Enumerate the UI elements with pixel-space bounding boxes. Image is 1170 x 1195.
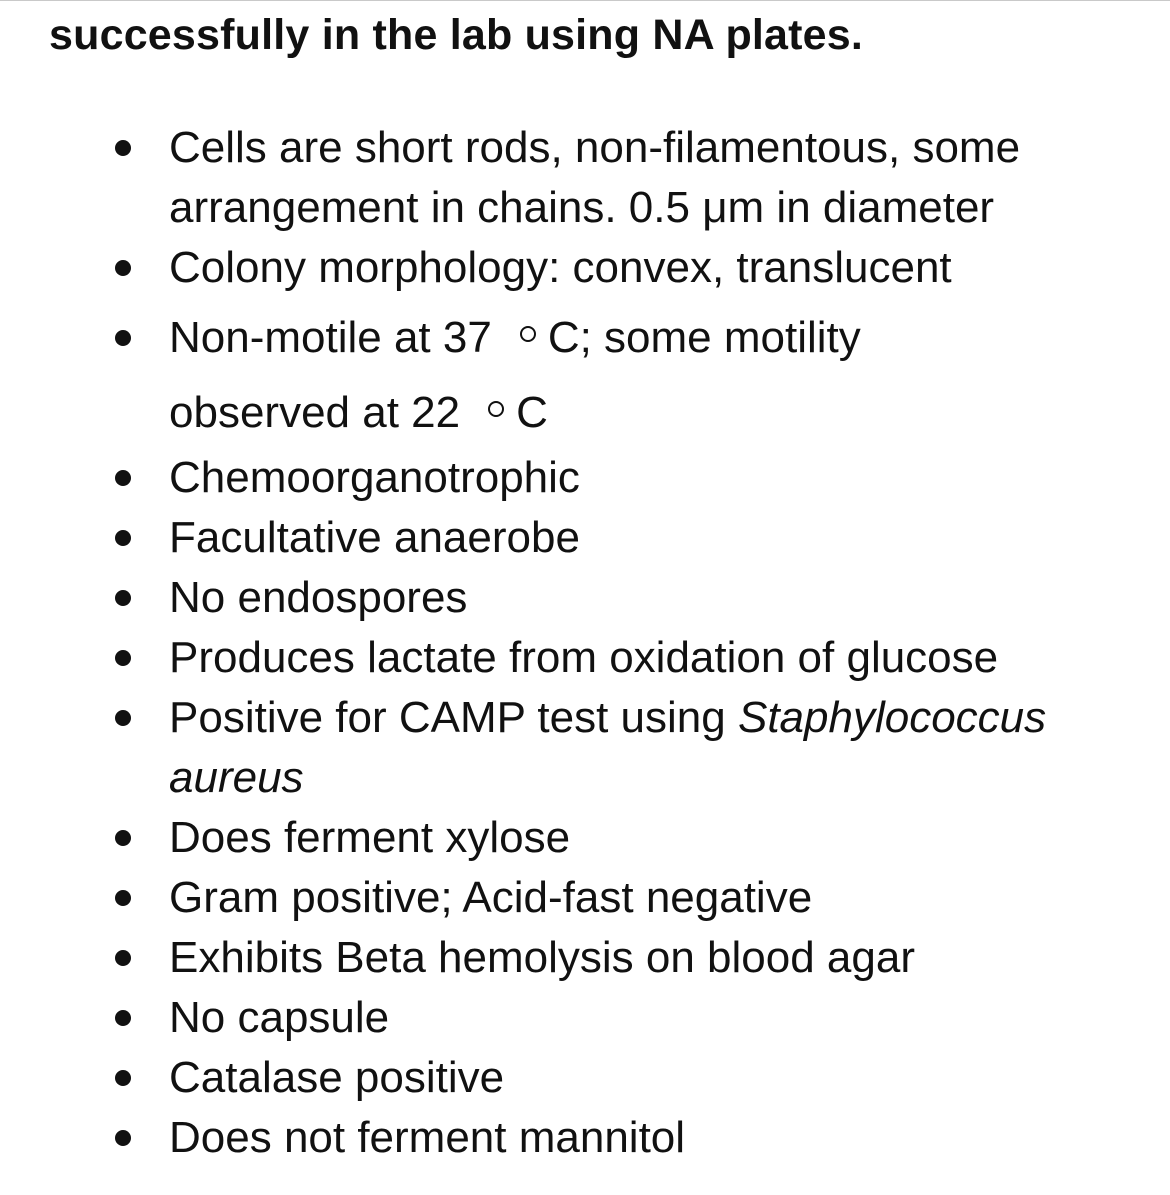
item-text: Produces lactate from oxidation of glucose [169,633,999,682]
item-text: Exhibits Beta hemolysis on blood agar [169,933,915,982]
list-item [0,118,1170,238]
bullet-icon [115,330,131,346]
bullet-icon [115,530,131,546]
bullet-icon [115,1130,131,1146]
bullet-icon [115,830,131,846]
organism-species: aureus [169,753,304,802]
degree-icon [520,326,536,342]
item-text: Chemoorganotrophic [169,453,580,502]
bullet-icon [115,1010,131,1026]
bullet-icon [115,950,131,966]
item-text-continued [169,383,548,443]
section-heading: successfully in the lab using NA plates. [49,11,864,59]
bullet-icon [115,260,131,276]
item-text-continued: arrangement in chains. 0.5 μm in diameter [169,183,995,232]
item-text [169,688,1046,748]
motility-text-end: C; some motility [547,313,861,362]
item-text: Does ferment xylose [169,813,571,862]
motility-cont-start: observed at 22 [169,388,461,437]
item-text: Does not ferment mannitol [169,1113,686,1162]
organism-genus: Staphylococcus [737,693,1047,742]
degree-icon [488,401,504,417]
item-text: Gram positive; Acid-fast negative [169,873,813,922]
motility-text-start: Non-motile at 37 [169,313,492,362]
item-text [169,308,861,368]
item-text: No endospores [169,573,468,622]
list-item [0,308,1170,443]
bullet-icon [115,890,131,906]
bullet-icon [115,1070,131,1086]
list-item [0,688,1170,808]
camp-text: Positive for CAMP test using [169,693,738,742]
bullet-icon [115,140,131,156]
item-text: Colony morphology: convex, translucent [169,243,952,292]
top-divider [0,0,1170,1]
item-text: Catalase positive [169,1053,505,1102]
item-text: No capsule [169,993,390,1042]
motility-cont-end: C [516,388,548,437]
bullet-icon [115,590,131,606]
item-text: Cells are short rods, non-filamentous, some [169,123,1021,172]
bullet-icon [115,710,131,726]
item-text: Facultative anaerobe [169,513,580,562]
bullet-icon [115,650,131,666]
bullet-icon [115,470,131,486]
